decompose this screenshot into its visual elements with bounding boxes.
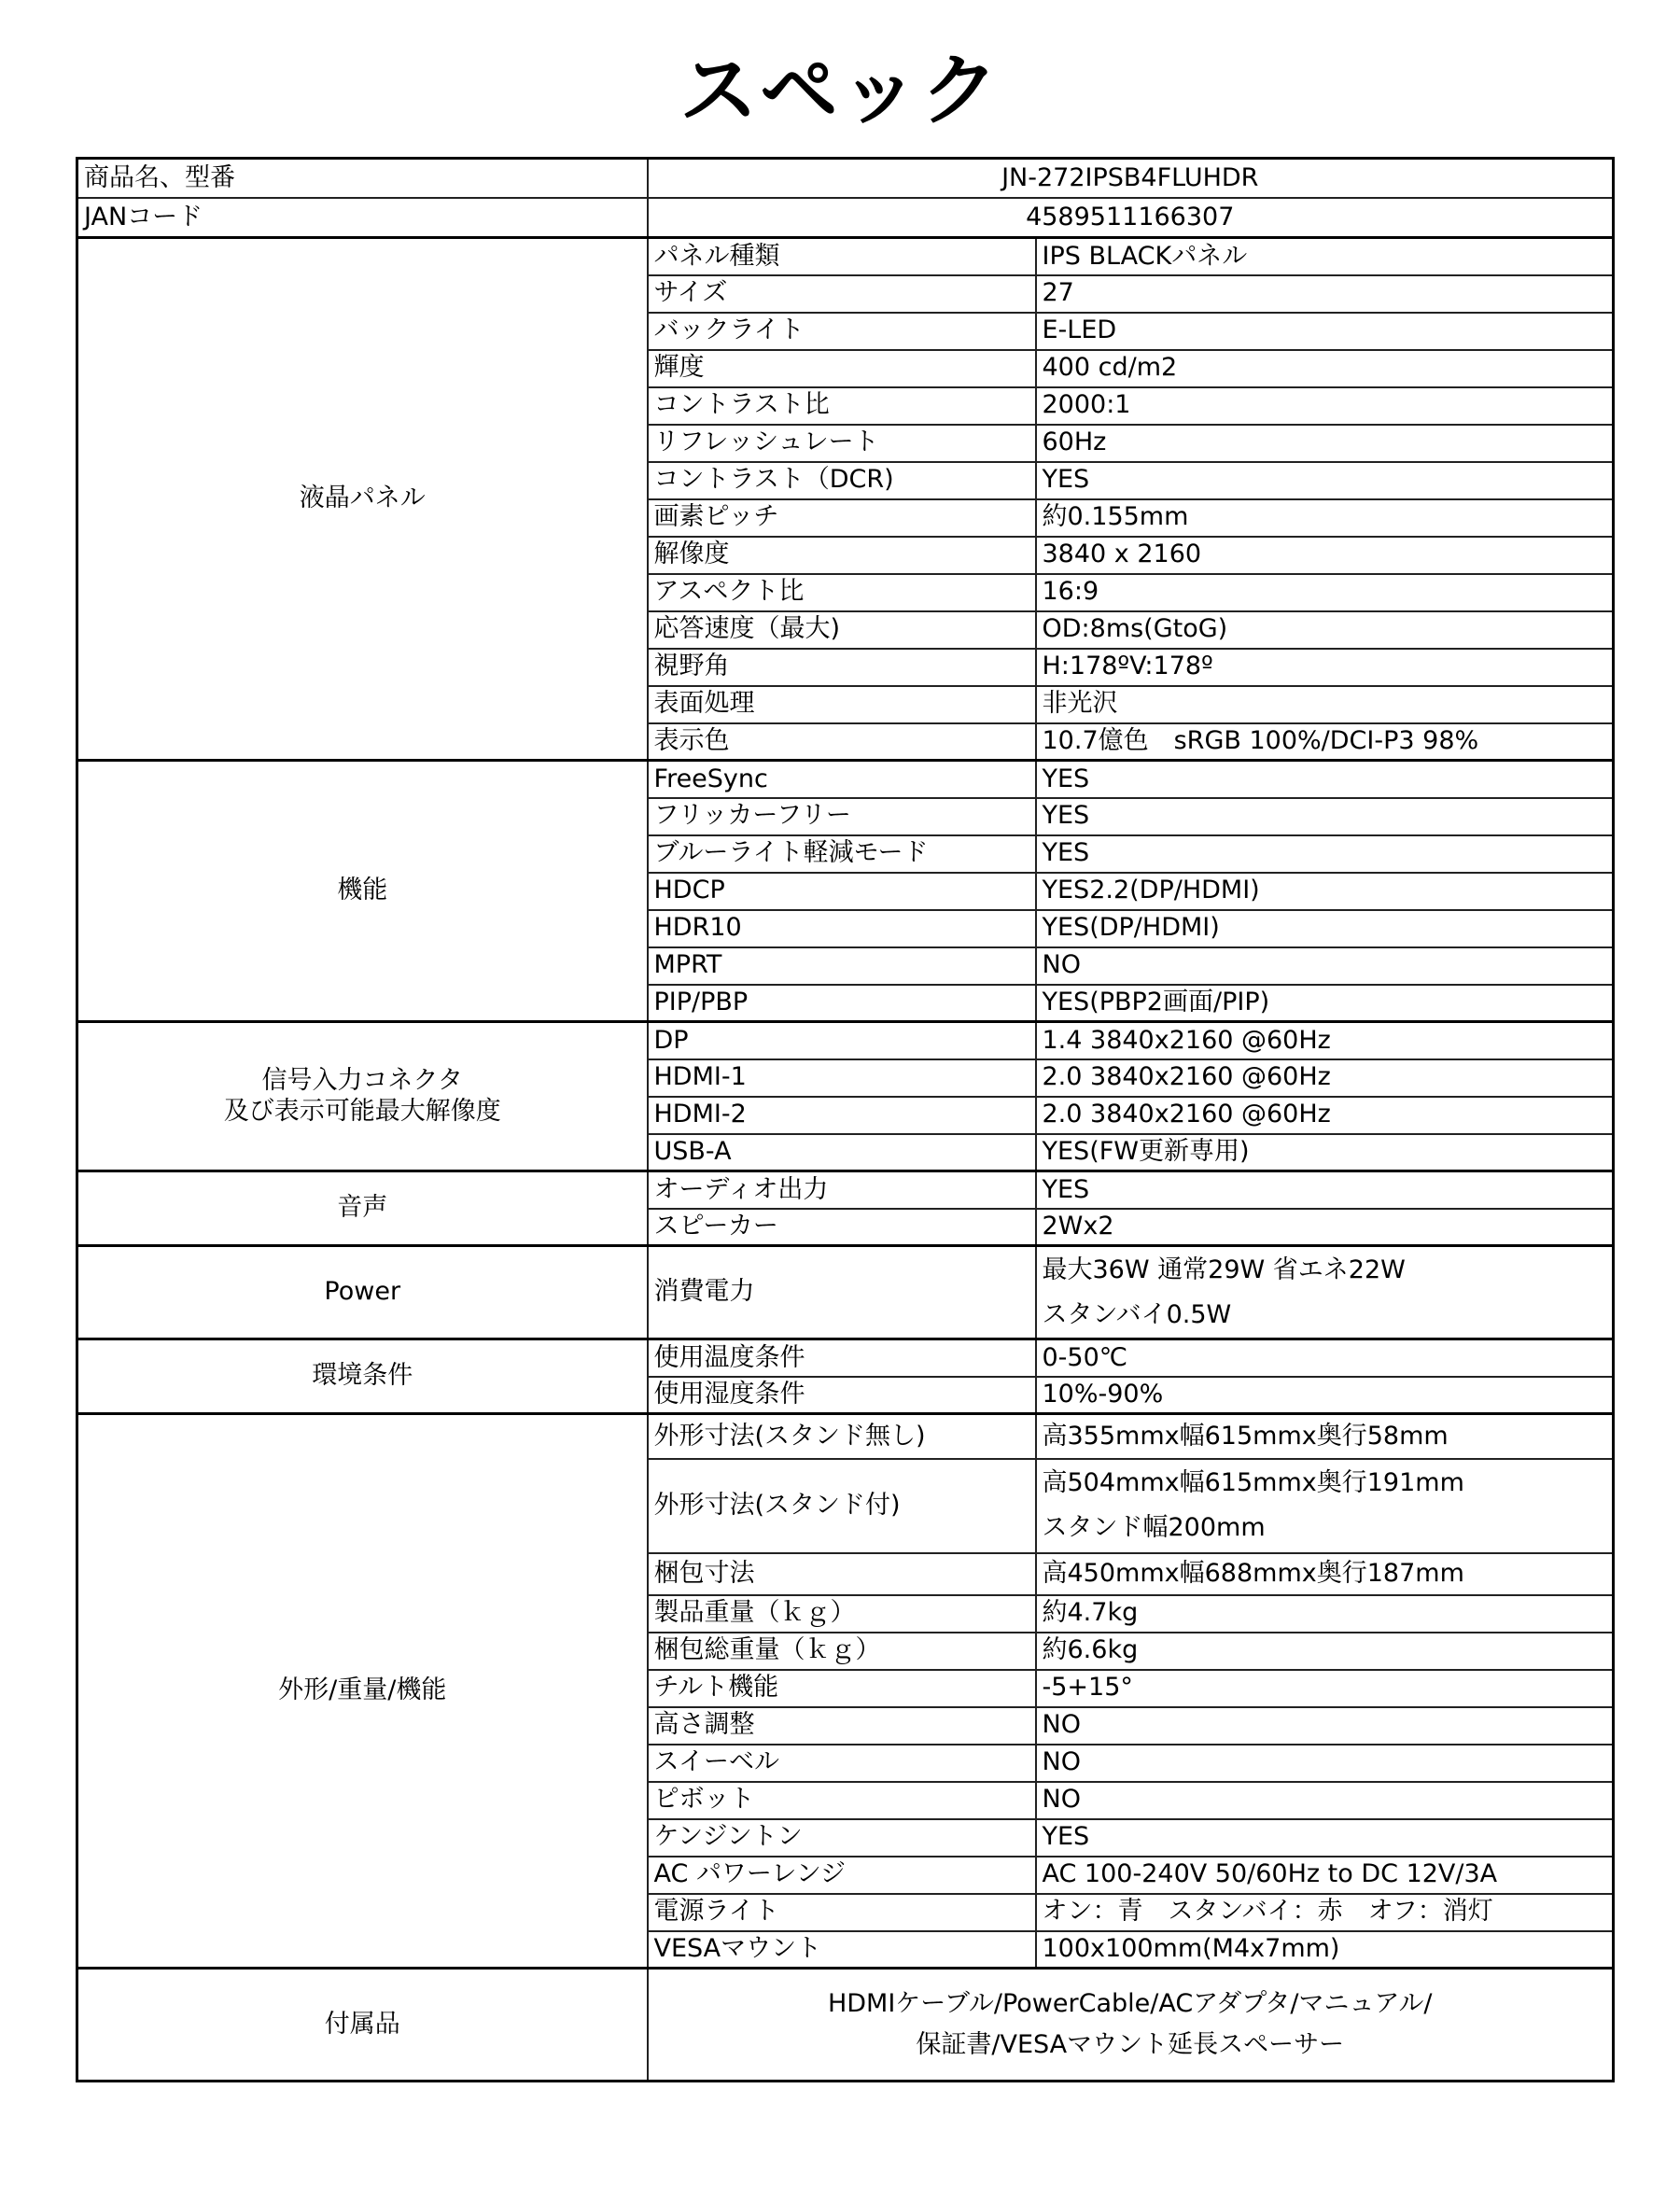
text-line: 2.0 3840x2160 @60Hz <box>1042 1100 1331 1129</box>
text-line: 2000:1 <box>1042 390 1131 420</box>
text-line: YES <box>1042 801 1090 831</box>
text-line: 2.0 3840x2160 @60Hz <box>1042 1062 1331 1092</box>
spec-value <box>1036 1670 1614 1707</box>
spec-value <box>1036 499 1614 537</box>
text-line: YES <box>1042 764 1090 793</box>
spec-row <box>77 1171 1614 1209</box>
category-cell <box>77 1246 648 1339</box>
spec-value <box>1036 275 1614 313</box>
spec-label: 表示色 <box>648 723 1036 761</box>
category-cell <box>77 1022 648 1171</box>
spec-label: サイズ <box>648 275 1036 313</box>
spec-row <box>77 1339 1614 1377</box>
text-line: 100x100mm(M4x7mm) <box>1042 1934 1340 1964</box>
spec-value <box>1036 1246 1614 1339</box>
text-line: YES <box>1042 1822 1090 1852</box>
spec-label: HDMI-2 <box>648 1097 1036 1134</box>
spec-value <box>1036 761 1614 798</box>
text-line: 音声 <box>337 1193 388 1223</box>
spec-value <box>1036 649 1614 686</box>
text-line: 3840 x 2160 <box>1042 540 1202 569</box>
spec-row <box>77 1022 1614 1059</box>
category-cell <box>77 1414 648 1969</box>
spec-label: USB-A <box>648 1134 1036 1171</box>
spec-value <box>1036 462 1614 499</box>
spec-label: 梱包総重量（ｋｇ） <box>648 1633 1036 1670</box>
spec-value <box>1036 1857 1614 1894</box>
spec-label: HDCP <box>648 873 1036 910</box>
text-line: 高504mmx幅615mmx奥行191mm <box>1042 1468 1464 1497</box>
spec-value <box>1036 1134 1614 1171</box>
spec-value <box>1036 1171 1614 1209</box>
spec-label: ブルーライト軽減モード <box>648 835 1036 873</box>
text-line: NO <box>1042 1710 1081 1740</box>
text-line: YES(DP/HDMI) <box>1042 913 1220 943</box>
spec-label: 外形寸法(スタンド付) <box>648 1459 1036 1553</box>
text-line: 約4.7kg <box>1042 1598 1139 1628</box>
spec-value <box>1036 574 1614 611</box>
spec-value <box>1036 238 1614 275</box>
spec-value <box>1036 1595 1614 1633</box>
text-line: 液晶パネル <box>299 484 426 513</box>
text-line: 非光沢 <box>1042 689 1118 719</box>
text-line: 約0.155mm <box>1042 502 1189 532</box>
text-line: 及び表示可能最大解像度 <box>223 1096 501 1126</box>
text-line: 1.4 3840x2160 @60Hz <box>1042 1025 1331 1055</box>
spec-value <box>1036 1097 1614 1134</box>
text-line: 機能 <box>337 876 388 905</box>
spec-value <box>1036 1209 1614 1246</box>
text-line: 10%-90% <box>1042 1380 1164 1409</box>
text-line: AC 100-240V 50/60Hz to DC 12V/3A <box>1042 1859 1498 1889</box>
spec-row <box>77 1414 1614 1459</box>
spec-value <box>1036 611 1614 649</box>
spec-row <box>77 1246 1614 1339</box>
row-label: JANコード <box>77 198 648 238</box>
spec-row-top <box>77 198 1614 238</box>
spec-label: HDMI-1 <box>648 1059 1036 1097</box>
text-line: オン：青 スタンバイ：赤 オフ：消灯 <box>1042 1897 1493 1927</box>
spec-value <box>1036 1707 1614 1745</box>
spec-value <box>1036 985 1614 1022</box>
spec-value <box>1036 537 1614 574</box>
text-line: 高450mmx幅688mmx奥行187mm <box>1042 1558 1464 1588</box>
spec-value <box>1036 350 1614 387</box>
text-line: 16:9 <box>1042 577 1099 607</box>
spec-label: VESAマウント <box>648 1931 1036 1969</box>
text-line: スタンバイ0.5W <box>1042 1299 1232 1329</box>
spec-value <box>1036 910 1614 947</box>
text-line: NO <box>1042 1747 1081 1777</box>
text-line: 信号入力コネクタ <box>261 1066 463 1096</box>
text-line: IPS BLACKパネル <box>1042 241 1248 271</box>
text-line: 保証書/VESAマウント延長スペーサー <box>916 2030 1345 2059</box>
spec-value <box>1036 1059 1614 1097</box>
spec-value <box>1036 947 1614 985</box>
text-line: YES2.2(DP/HDMI) <box>1042 876 1260 905</box>
text-line: YES(FW更新専用) <box>1042 1137 1250 1167</box>
spec-label: HDR10 <box>648 910 1036 947</box>
text-line: 0-50℃ <box>1042 1342 1128 1372</box>
text-line: スタンド幅200mm <box>1042 1513 1266 1542</box>
text-line: E-LED <box>1042 315 1117 345</box>
spec-value <box>1036 1022 1614 1059</box>
spec-label: チルト機能 <box>648 1670 1036 1707</box>
text-line: OD:8ms(GtoG) <box>1042 614 1228 644</box>
text-line: Power <box>324 1277 401 1307</box>
spec-label: 消費電力 <box>648 1246 1036 1339</box>
spec-value <box>1036 835 1614 873</box>
category-cell <box>77 1339 648 1414</box>
spec-label: パネル種類 <box>648 238 1036 275</box>
spec-label: リフレッシュレート <box>648 425 1036 462</box>
spec-value <box>1036 1459 1614 1553</box>
text-line: 10.7億色 sRGB 100%/DCI-P3 98% <box>1042 726 1479 756</box>
text-line: 高355mmx幅615mmx奥行58mm <box>1042 1421 1449 1451</box>
text-line: -5+15° <box>1042 1673 1133 1703</box>
category-cell <box>77 1171 648 1246</box>
spec-label: ピボット <box>648 1782 1036 1819</box>
text-line: YES <box>1042 838 1090 868</box>
text-line: 最大36W 通常29W 省エネ22W <box>1042 1255 1406 1284</box>
spec-value <box>1036 1377 1614 1414</box>
spec-value <box>1036 723 1614 761</box>
spec-label: コントラスト比 <box>648 387 1036 425</box>
spec-label: FreeSync <box>648 761 1036 798</box>
spec-value <box>1036 425 1614 462</box>
text-line: YES <box>1042 1174 1090 1204</box>
spec-value <box>1036 387 1614 425</box>
text-line: 60Hz <box>1042 428 1107 457</box>
spec-value <box>1036 1894 1614 1931</box>
text-line: 環境条件 <box>312 1361 413 1391</box>
spec-row <box>77 238 1614 275</box>
category-cell <box>77 238 648 761</box>
spec-value <box>1036 1339 1614 1377</box>
accessories-label: 付属品 <box>77 1969 648 2082</box>
spec-label: PIP/PBP <box>648 985 1036 1022</box>
accessories-value <box>648 1969 1614 2082</box>
spec-label: 梱包寸法 <box>648 1553 1036 1595</box>
spec-label: ケンジントン <box>648 1819 1036 1857</box>
spec-value <box>1036 1931 1614 1969</box>
text-line: 外形/重量/機能 <box>278 1675 447 1705</box>
spec-label: バックライト <box>648 313 1036 350</box>
spec-label: 輝度 <box>648 350 1036 387</box>
spec-label: 画素ピッチ <box>648 499 1036 537</box>
spec-label: 高さ調整 <box>648 1707 1036 1745</box>
text-line: H:178ºV:178º <box>1042 652 1213 681</box>
spec-value <box>1036 1633 1614 1670</box>
text-line: YES <box>1042 465 1090 495</box>
text-line: YES(PBP2画面/PIP) <box>1042 988 1270 1017</box>
row-value: JN-272IPSB4FLUHDR <box>648 159 1614 198</box>
spec-label: 使用温度条件 <box>648 1339 1036 1377</box>
spec-label: コントラスト（DCR) <box>648 462 1036 499</box>
spec-value <box>1036 313 1614 350</box>
spec-label: スイーベル <box>648 1745 1036 1782</box>
spec-label: AC パワーレンジ <box>648 1857 1036 1894</box>
spec-label: 製品重量（ｋｇ） <box>648 1595 1036 1633</box>
text-line: NO <box>1042 1785 1081 1815</box>
spec-value <box>1036 1745 1614 1782</box>
text-line: 27 <box>1042 278 1074 308</box>
spec-label: 電源ライト <box>648 1894 1036 1931</box>
spec-label: フリッカーフリー <box>648 798 1036 835</box>
category-cell <box>77 761 648 1022</box>
spec-value <box>1036 873 1614 910</box>
accessories-row <box>77 1969 1614 2082</box>
spec-label: オーディオ出力 <box>648 1171 1036 1209</box>
text-line: 2Wx2 <box>1042 1212 1114 1241</box>
spec-label: MPRT <box>648 947 1036 985</box>
spec-label: アスペクト比 <box>648 574 1036 611</box>
page-title: スペック <box>679 45 1001 136</box>
spec-label: スピーカー <box>648 1209 1036 1246</box>
spec-value <box>1036 1414 1614 1459</box>
spec-value <box>1036 1819 1614 1857</box>
text-line: 400 cd/m2 <box>1042 353 1178 383</box>
text-line: 約6.6kg <box>1042 1635 1139 1665</box>
row-value: 4589511166307 <box>648 198 1614 238</box>
row-label: 商品名、型番 <box>77 159 648 198</box>
text-line: HDMIケーブル/PowerCable/ACアダプタ/マニュアル/ <box>827 1989 1433 2018</box>
spec-value <box>1036 686 1614 723</box>
spec-row <box>77 761 1614 798</box>
spec-label: 表面処理 <box>648 686 1036 723</box>
spec-label: 解像度 <box>648 537 1036 574</box>
spec-label: 応答速度（最大) <box>648 611 1036 649</box>
spec-label: 視野角 <box>648 649 1036 686</box>
spec-label: 外形寸法(スタンド無し) <box>648 1414 1036 1459</box>
spec-label: DP <box>648 1022 1036 1059</box>
spec-table <box>76 157 1615 2082</box>
text-line: NO <box>1042 950 1081 980</box>
spec-label: 使用湿度条件 <box>648 1377 1036 1414</box>
spec-value <box>1036 1553 1614 1595</box>
spec-value <box>1036 798 1614 835</box>
spec-row-top <box>77 159 1614 198</box>
spec-value <box>1036 1782 1614 1819</box>
